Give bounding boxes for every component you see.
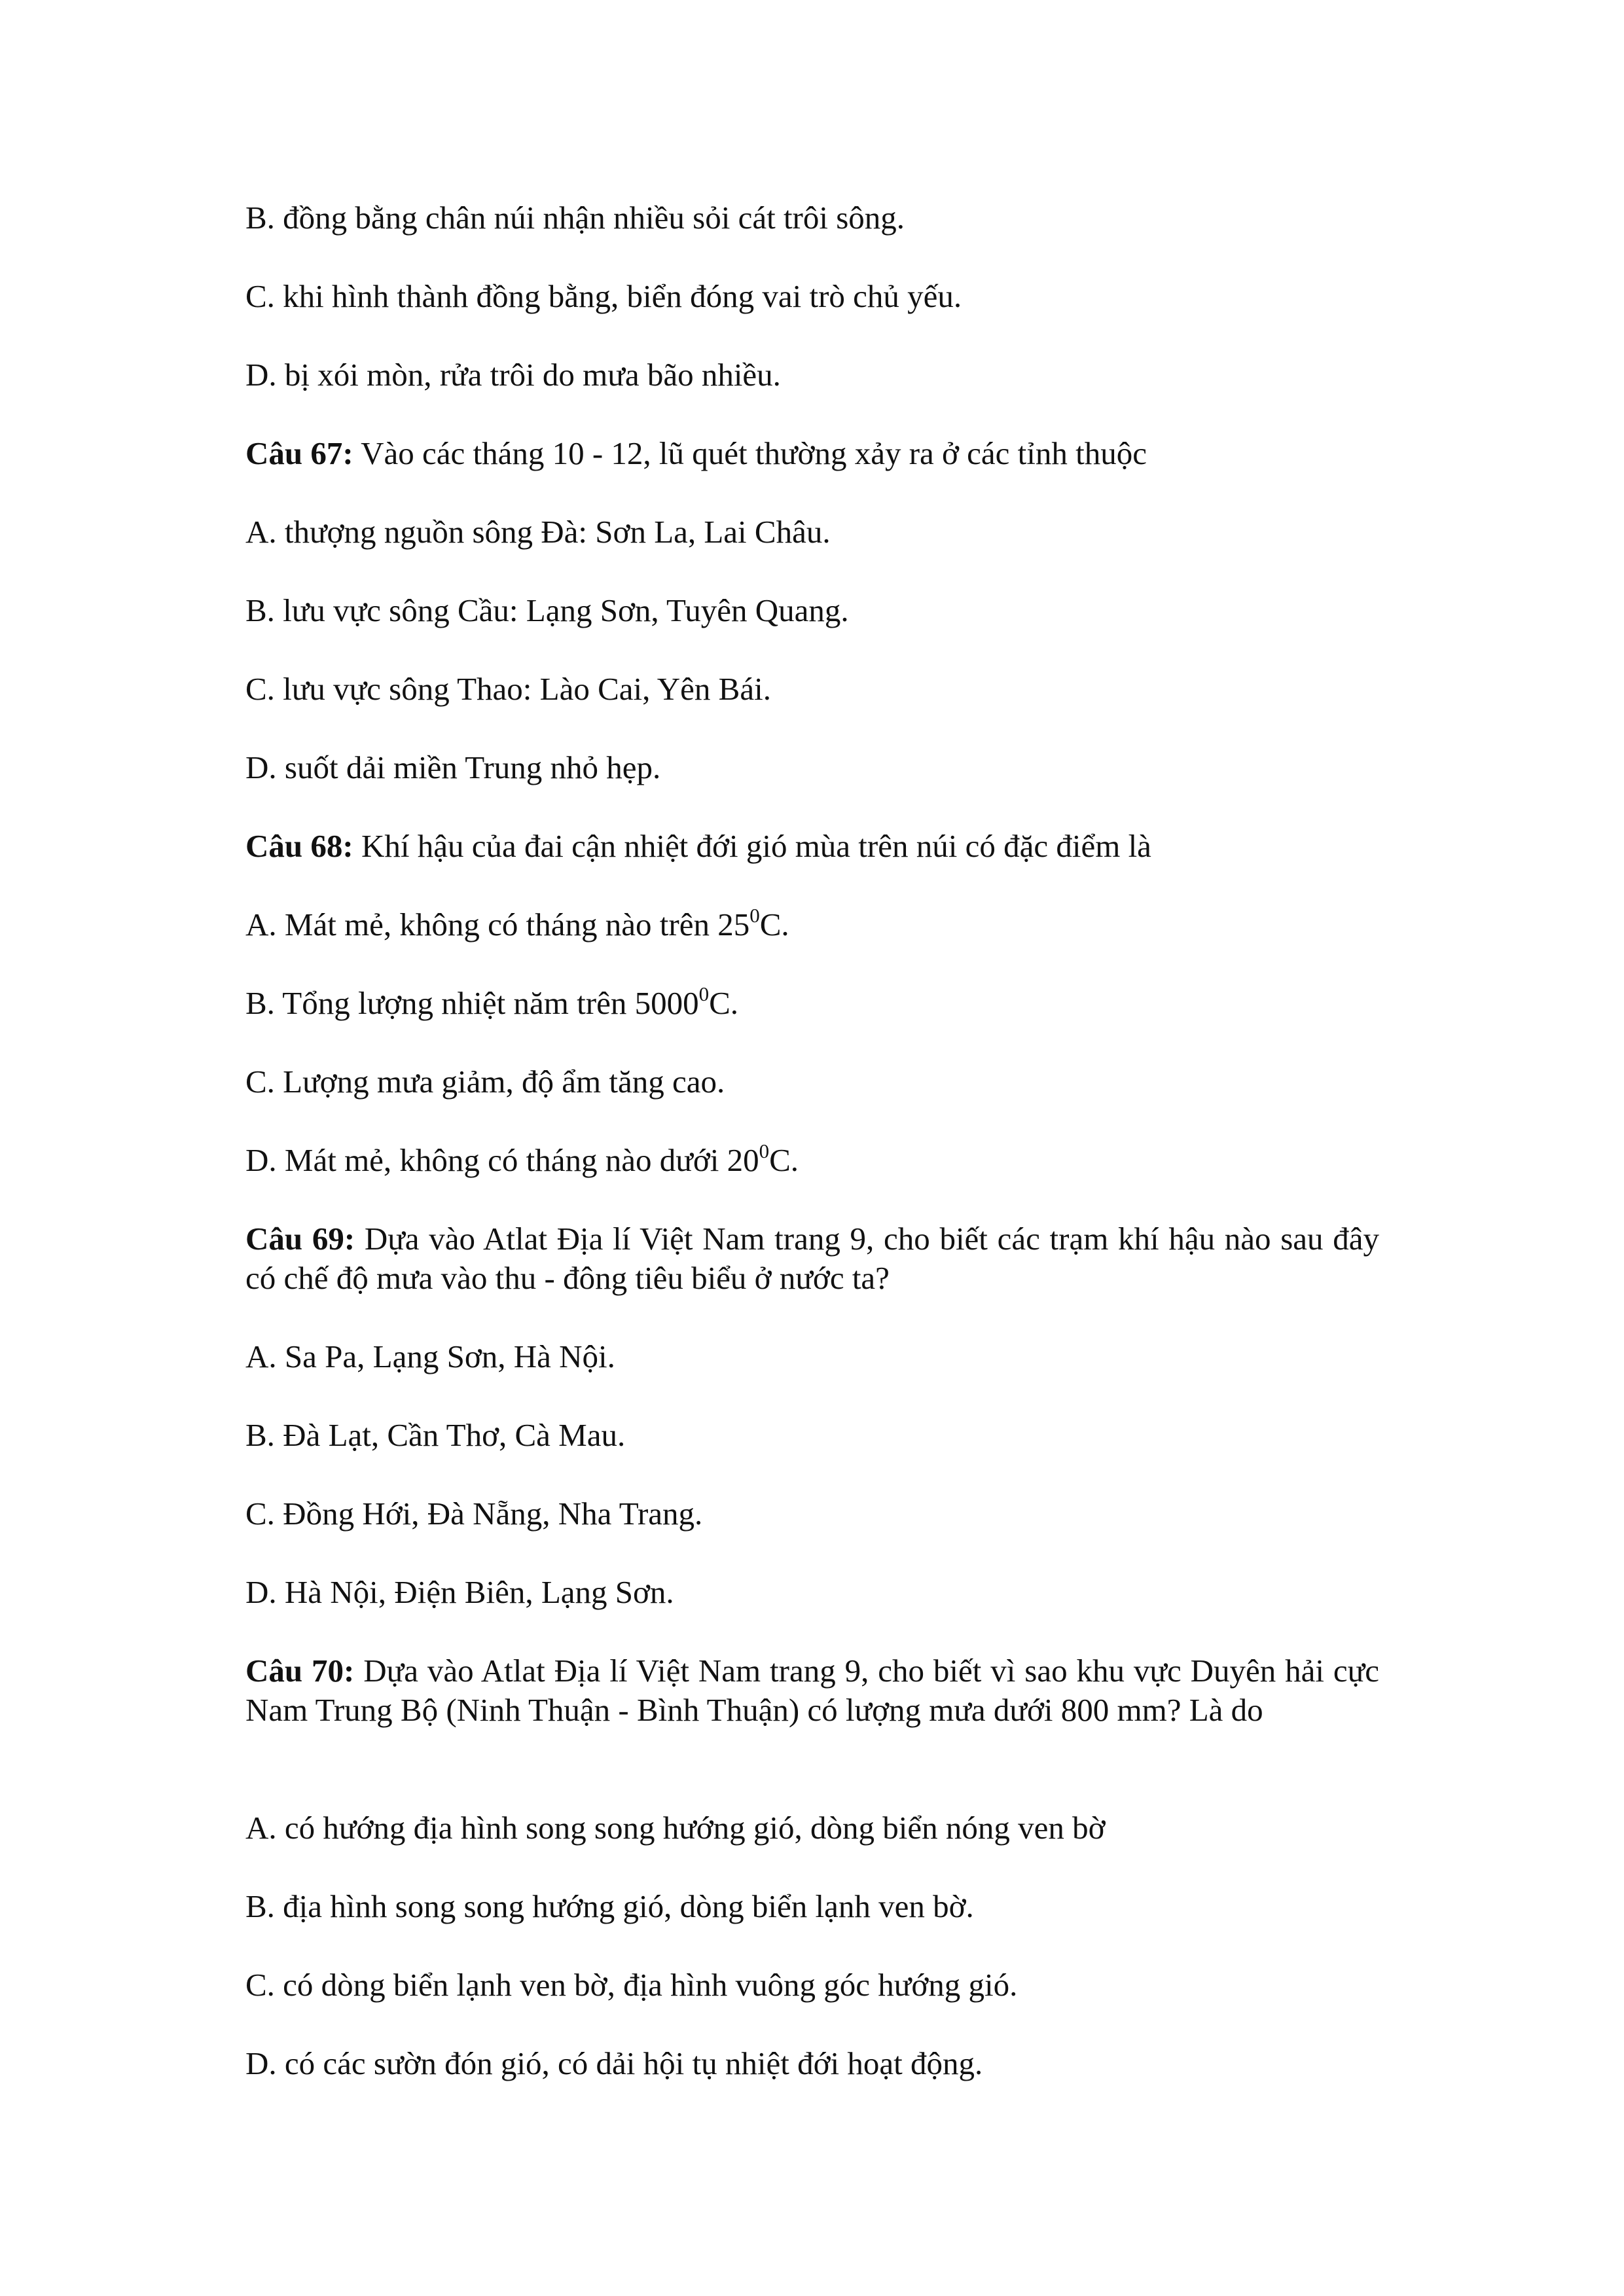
question-67-text: Vào các tháng 10 - 12, lũ quét thường xảy ra ở các tỉnh thuộc	[353, 435, 1147, 471]
option-d-prev: D. bị xói mòn, rửa trôi do mưa bão nhiều.	[245, 357, 781, 393]
option-text: D. Mát mẻ, không có tháng nào dưới 20	[245, 1142, 759, 1178]
question-70-option-c: C. có dòng biển lạnh ven bờ, địa hình vuông góc hướng gió.	[245, 1967, 1018, 2003]
question-69-label: Câu 69:	[245, 1221, 355, 1257]
question-68-option-d	[245, 1141, 799, 1180]
question-70-text: Dựa vào Atlat Địa lí Việt Nam trang 9, cho biết vì sao khu vực Duyên hải cực Nam Trung Bộ (Ninh Thuận - Bình Thuận) có lượng mưa dưới 800 mm? Là do	[245, 1653, 1379, 1728]
option-c-prev: C. khi hình thành đồng bằng, biển đóng vai trò chủ yếu.	[245, 278, 962, 314]
question-69-option-a: A. Sa Pa, Lạng Sơn, Hà Nội.	[245, 1338, 615, 1374]
option-b-prev: B. đồng bằng chân núi nhận nhiều sỏi cát trôi sông.	[245, 200, 905, 236]
degree-superscript: 0	[759, 1139, 770, 1162]
question-67-option-b: B. lưu vực sông Cầu: Lạng Sơn, Tuyên Quang.	[245, 592, 849, 628]
question-68-label: Câu 68:	[245, 828, 353, 864]
question-68-option-c	[245, 1062, 725, 1102]
question-67-option-c: C. lưu vực sông Thao: Lào Cai, Yên Bái.	[245, 671, 771, 707]
question-69-option-d: D. Hà Nội, Điện Biên, Lạng Sơn.	[245, 1574, 674, 1610]
option-text: C. Lượng mưa giảm, độ ẩm tăng cao.	[245, 1064, 725, 1100]
option-unit: C.	[769, 1142, 799, 1178]
question-67	[245, 434, 1147, 473]
option-text: B. Tổng lượng nhiệt năm trên 5000	[245, 985, 699, 1021]
question-68-option-b	[245, 984, 738, 1023]
question-69	[245, 1219, 1379, 1298]
question-69-option-c: C. Đồng Hới, Đà Nẵng, Nha Trang.	[245, 1496, 703, 1532]
question-68-option-a	[245, 905, 789, 944]
question-68	[245, 827, 1151, 866]
question-69-option-b: B. Đà Lạt, Cần Thơ, Cà Mau.	[245, 1417, 626, 1453]
question-69-text: Dựa vào Atlat Địa lí Việt Nam trang 9, cho biết các trạm khí hậu nào sau đây có chế độ mưa vào thu - đông tiêu biểu ở nước ta?	[245, 1221, 1379, 1296]
question-70-option-d: D. có các sườn đón gió, có dải hội tụ nhiệt đới hoạt động.	[245, 2045, 983, 2081]
question-70-label: Câu 70:	[245, 1653, 355, 1689]
question-70-option-a: A. có hướng địa hình song song hướng gió, dòng biển nóng ven bờ	[245, 1810, 1106, 1846]
option-unit: C.	[709, 985, 739, 1021]
question-70	[245, 1651, 1379, 1730]
question-68-text: Khí hậu của đai cận nhiệt đới gió mùa trên núi có đặc điểm là	[353, 828, 1151, 864]
question-70-option-b: B. địa hình song song hướng gió, dòng biển lạnh ven bờ.	[245, 1888, 974, 1924]
degree-superscript: 0	[749, 904, 760, 927]
question-67-option-d: D. suốt dải miền Trung nhỏ hẹp.	[245, 749, 661, 785]
question-67-label: Câu 67:	[245, 435, 353, 471]
degree-superscript: 0	[698, 982, 710, 1005]
option-text: A. Mát mẻ, không có tháng nào trên 25	[245, 906, 750, 942]
question-67-option-a: A. thượng nguồn sông Đà: Sơn La, Lai Châu.	[245, 514, 831, 550]
option-unit: C.	[759, 906, 789, 942]
